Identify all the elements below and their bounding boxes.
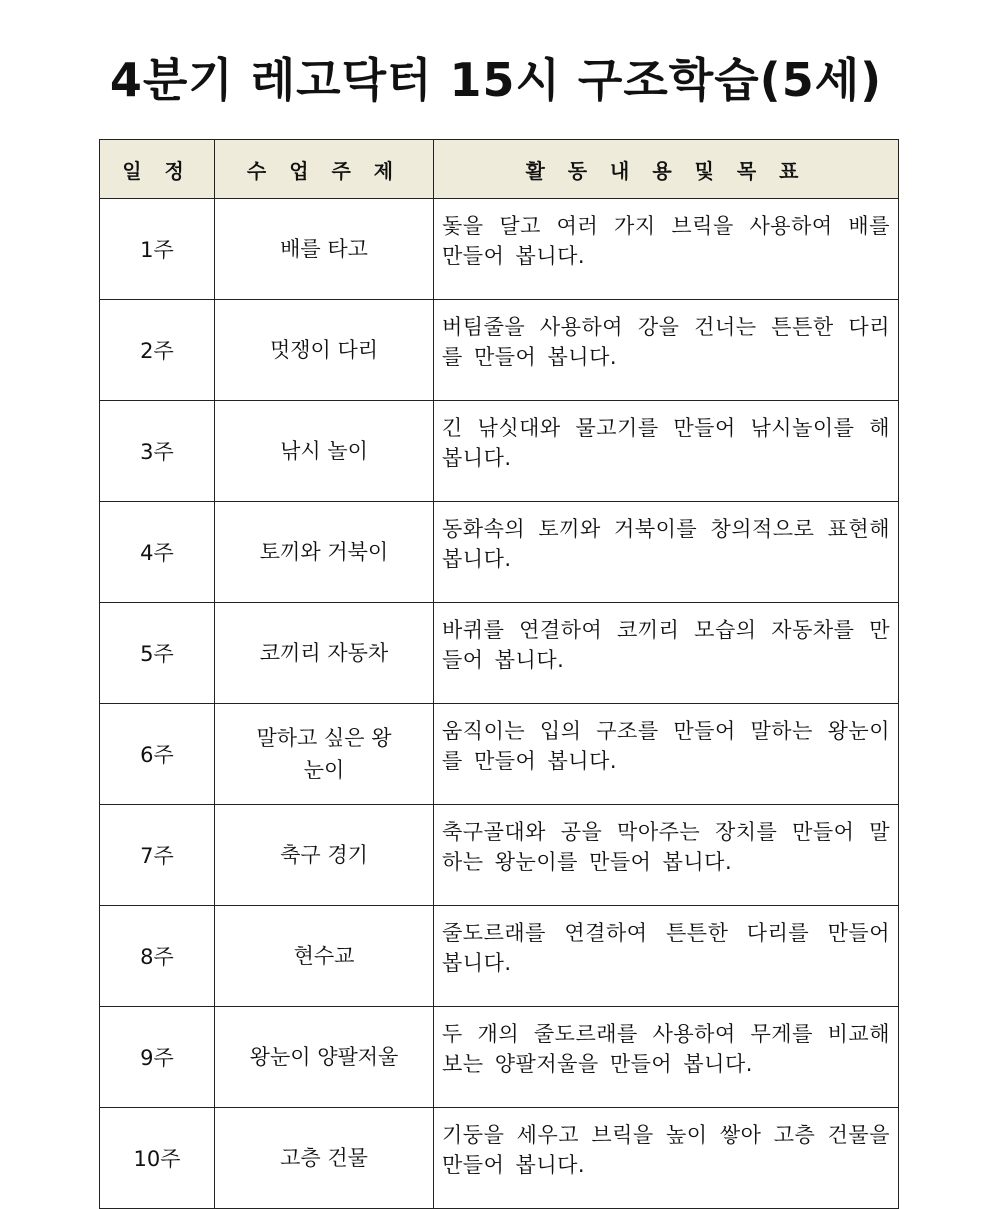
description-cell: 버팀줄을 사용하여 강을 건너는 튼튼한 다리를 만들어 봅니다. bbox=[434, 300, 899, 401]
week-cell: 7주 bbox=[100, 805, 215, 906]
description-cell: 기둥을 세우고 브릭을 높이 쌓아 고층 건물을 만들어 봅니다. bbox=[434, 1108, 899, 1209]
table-row bbox=[100, 906, 899, 1007]
week-cell: 4주 bbox=[100, 502, 215, 603]
header-activity: 활 동 내 용 및 목 표 bbox=[434, 140, 899, 199]
schedule-table bbox=[99, 139, 899, 1209]
week-cell: 5주 bbox=[100, 603, 215, 704]
description-cell: 움직이는 입의 구조를 만들어 말하는 왕눈이를 만들어 봅니다. bbox=[434, 704, 899, 805]
table-header-row bbox=[100, 140, 899, 199]
week-cell: 10주 bbox=[100, 1108, 215, 1209]
table-row bbox=[100, 603, 899, 704]
topic-cell: 고층 건물 bbox=[215, 1108, 434, 1209]
topic-cell: 왕눈이 양팔저울 bbox=[215, 1007, 434, 1108]
description-cell: 두 개의 줄도르래를 사용하여 무게를 비교해 보는 양팔저울을 만들어 봅니다. bbox=[434, 1007, 899, 1108]
topic-cell: 축구 경기 bbox=[215, 805, 434, 906]
topic-cell: 배를 타고 bbox=[215, 199, 434, 300]
topic-cell: 멋쟁이 다리 bbox=[215, 300, 434, 401]
table-row bbox=[100, 502, 899, 603]
topic-cell: 코끼리 자동차 bbox=[215, 603, 434, 704]
page-title: 4분기 레고닥터 15시 구조학습(5세) bbox=[109, 53, 883, 107]
topic-cell: 말하고 싶은 왕눈이 bbox=[215, 704, 434, 805]
table-row bbox=[100, 805, 899, 906]
topic-cell: 토끼와 거북이 bbox=[215, 502, 434, 603]
table-row bbox=[100, 704, 899, 805]
table-row bbox=[100, 199, 899, 300]
table-row bbox=[100, 1007, 899, 1108]
table-row bbox=[100, 300, 899, 401]
header-schedule: 일 정 bbox=[100, 140, 215, 199]
table-row bbox=[100, 401, 899, 502]
header-topic: 수 업 주 제 bbox=[215, 140, 434, 199]
week-cell: 3주 bbox=[100, 401, 215, 502]
table-row bbox=[100, 1108, 899, 1209]
description-cell: 바퀴를 연결하여 코끼리 모습의 자동차를 만들어 봅니다. bbox=[434, 603, 899, 704]
description-cell: 긴 낚싯대와 물고기를 만들어 낚시놀이를 해 봅니다. bbox=[434, 401, 899, 502]
topic-cell: 현수교 bbox=[215, 906, 434, 1007]
week-cell: 1주 bbox=[100, 199, 215, 300]
description-cell: 돛을 달고 여러 가지 브릭을 사용하여 배를 만들어 봅니다. bbox=[434, 199, 899, 300]
topic-cell: 낚시 놀이 bbox=[215, 401, 434, 502]
week-cell: 6주 bbox=[100, 704, 215, 805]
week-cell: 9주 bbox=[100, 1007, 215, 1108]
week-cell: 2주 bbox=[100, 300, 215, 401]
description-cell: 축구골대와 공을 막아주는 장치를 만들어 말하는 왕눈이를 만들어 봅니다. bbox=[434, 805, 899, 906]
description-cell: 줄도르래를 연결하여 튼튼한 다리를 만들어 봅니다. bbox=[434, 906, 899, 1007]
week-cell: 8주 bbox=[100, 906, 215, 1007]
description-cell: 동화속의 토끼와 거북이를 창의적으로 표현해 봅니다. bbox=[434, 502, 899, 603]
